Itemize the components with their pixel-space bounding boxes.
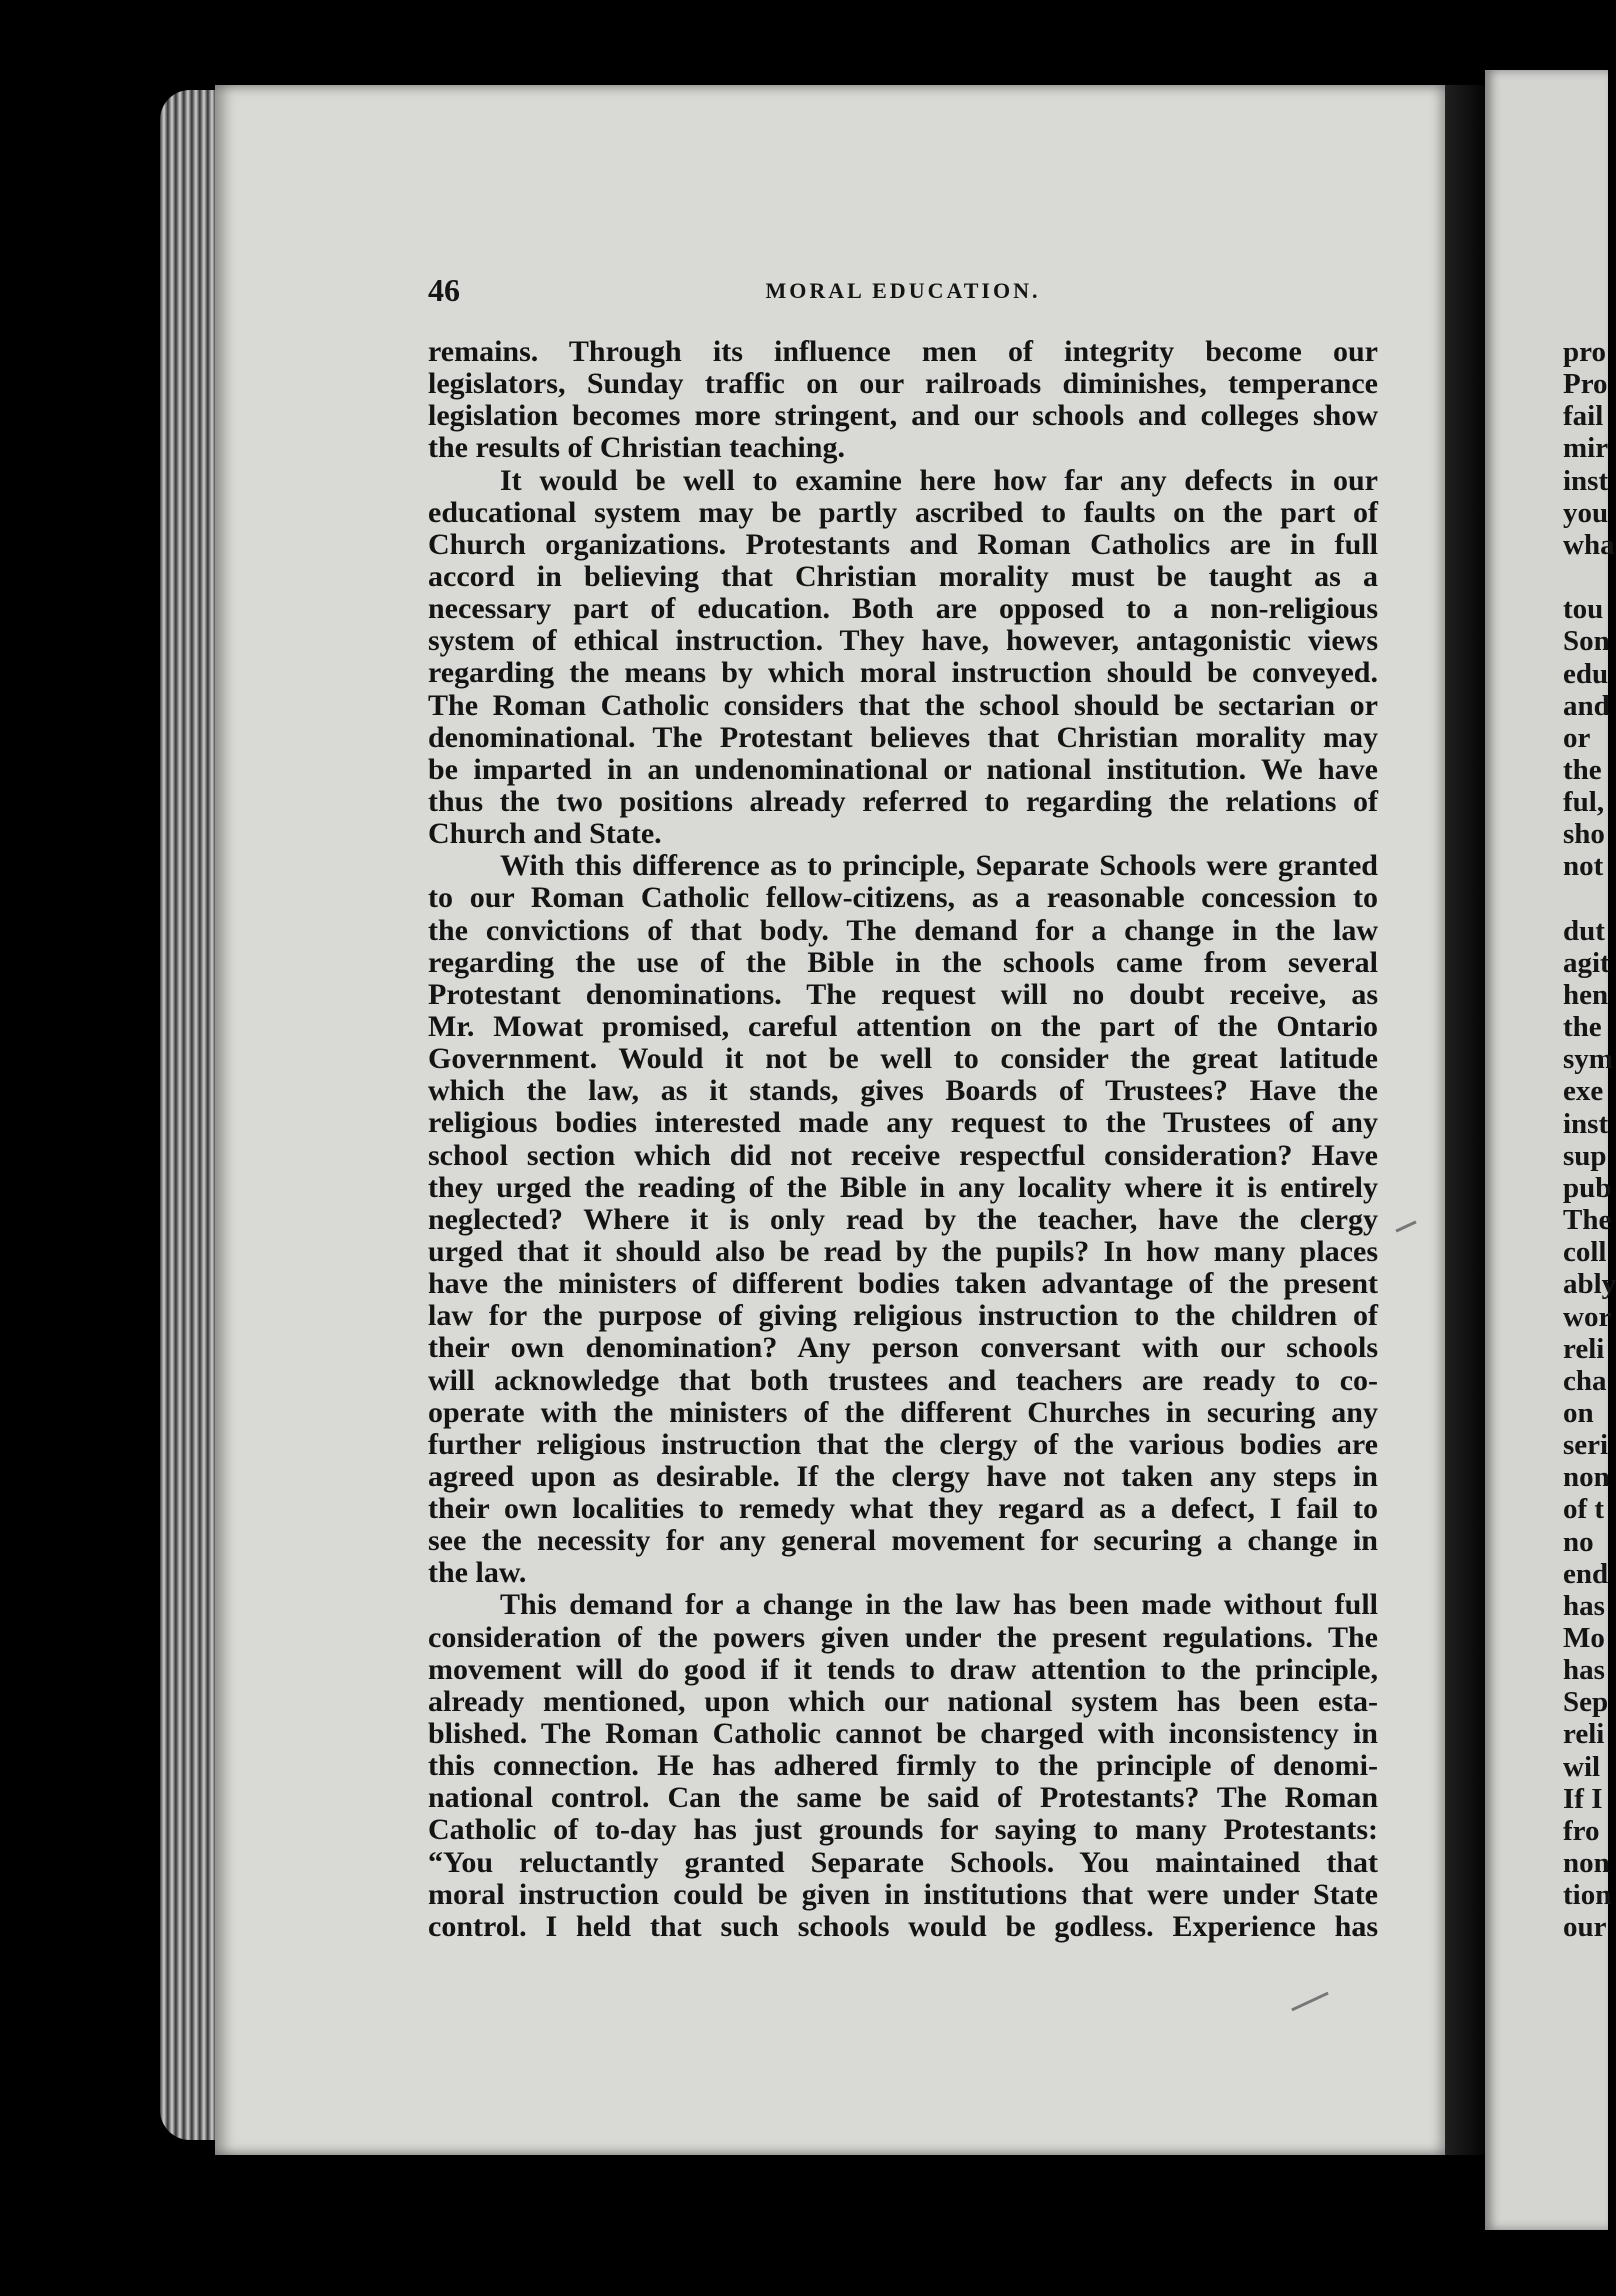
facing-page-text-fragment: end — [1563, 1557, 1609, 1590]
text-line: they urged the reading of the Bible in any locality where it is entirely — [428, 1170, 1378, 1204]
body-text — [428, 336, 1378, 1943]
text-line: Church and State. — [428, 817, 662, 851]
facing-page-text-fragment: inst — [1563, 1107, 1609, 1140]
text-line: urged that it should also be read by the pupils? In how many places — [428, 1234, 1378, 1268]
facing-page-text-fragment: sup — [1563, 1139, 1607, 1172]
facing-page-text-fragment: sho — [1563, 818, 1605, 851]
facing-page-text-fragment: tion — [1563, 1879, 1612, 1912]
text-line: the convictions of that body. The demand for a change in the law — [428, 913, 1378, 947]
facing-page-text-fragment: our — [1563, 1911, 1607, 1944]
facing-page-text-fragment: edu — [1563, 657, 1609, 690]
text-line: already mentioned, upon which our national system has been esta- — [428, 1684, 1378, 1718]
facing-page-text-fragment: dut — [1563, 914, 1605, 947]
text-line: Church organizations. Protestants and Roman Catholics are in full — [428, 527, 1378, 561]
facing-page-text-fragment: fro — [1563, 1814, 1600, 1847]
text-line: Mr. Mowat promised, careful attention on the part of the Ontario — [428, 1009, 1378, 1043]
text-line: system of ethical instruction. They have, however, antagonistic views — [428, 624, 1378, 658]
facing-page-fragment — [1485, 70, 1616, 2230]
text-line: Protestant denominations. The request will no doubt receive, as — [428, 977, 1378, 1011]
facing-page-text-fragment: inst — [1563, 464, 1609, 497]
text-line: school section which did not receive respectful consideration? Have — [428, 1138, 1378, 1172]
facing-page-text-fragment: reli — [1563, 1718, 1605, 1751]
facing-page-text-fragment: has — [1563, 1654, 1605, 1687]
text-line: consideration of the powers given under the present regulations. The — [428, 1620, 1378, 1654]
facing-page-text-fragment: pro — [1563, 336, 1606, 368]
facing-page-text-fragment: exe — [1563, 1075, 1604, 1108]
text-line: Government. Would it not be well to consider the great latitude — [428, 1042, 1378, 1076]
text-line: necessary part of education. Both are opposed to a non-religious — [428, 592, 1378, 626]
text-line: neglected? Where it is only read by the teacher, have the clergy — [428, 1202, 1378, 1236]
text-line: be imparted in an undenominational or national institution. We have — [428, 752, 1378, 786]
text-line: this connection. He has adhered firmly to the principle of denomi- — [428, 1749, 1378, 1783]
text-line: legislation becomes more stringent, and our schools and colleges show — [428, 399, 1378, 433]
facing-page-text-fragment: no — [1563, 1525, 1594, 1558]
facing-page-text-fragment: wil — [1563, 1750, 1601, 1783]
text-line: “You reluctantly granted Separate Schools. You maintained that — [428, 1845, 1378, 1879]
facing-page-text-fragment: not — [1563, 850, 1604, 883]
facing-page-text-fragment: hen — [1563, 979, 1609, 1011]
text-line: national control. Can the same be said of Protestants? The Roman — [428, 1781, 1378, 1815]
text-line: regarding the use of the Bible in the schools came from several — [428, 945, 1378, 979]
facing-page-text-fragment: The — [1563, 1204, 1612, 1237]
text-line: legislators, Sunday traffic on our railroads diminishes, temperance — [428, 367, 1378, 401]
text-line: accord in believing that Christian morality must be taught as a — [428, 559, 1378, 593]
text-line: to our Roman Catholic fellow-citizens, as a reasonable concession to — [428, 881, 1378, 915]
text-line: operate with the ministers of the different Churches in securing any — [428, 1395, 1378, 1429]
text-line: movement will do good if it tends to draw attention to the principle, — [428, 1652, 1378, 1686]
facing-page-text-fragment: the — [1563, 753, 1602, 786]
text-line: Catholic of to-day has just grounds for saying to many Protestants: — [428, 1813, 1378, 1847]
facing-page-text-fragment: mir — [1563, 432, 1609, 465]
text-line: It would be well to examine here how far any defects in our — [500, 463, 1378, 497]
facing-page-text-fragment: fail — [1563, 400, 1604, 433]
facing-page-text-fragment: the — [1563, 1011, 1602, 1044]
book-gutter — [1445, 85, 1485, 2155]
facing-page-text-fragment: sym — [1563, 1043, 1613, 1076]
text-line: the law. — [428, 1556, 527, 1590]
text-line: The Roman Catholic considers that the school should be sectarian or — [428, 688, 1378, 722]
facing-page-text-fragment: If I — [1563, 1782, 1603, 1815]
text-line: further religious instruction that the clergy of the various bodies are — [428, 1427, 1378, 1461]
text-line: law for the purpose of giving religious instruction to the children of — [428, 1299, 1378, 1333]
text-line: their own denomination? Any person conversant with our schools — [428, 1331, 1378, 1365]
running-head: MORAL EDUCATION. — [765, 278, 1041, 303]
facing-page-text-fragment: ably — [1563, 1268, 1616, 1301]
facing-page-text-fragment: or — [1563, 721, 1591, 754]
text-line: denominational. The Protestant believes that Christian morality may — [428, 720, 1378, 754]
text-line: blished. The Roman Catholic cannot be charged with inconsistency in — [428, 1717, 1378, 1751]
text-line: will acknowledge that both trustees and teachers are ready to co- — [428, 1363, 1378, 1397]
text-line: remains. Through its influence men of integrity become our — [428, 335, 1378, 368]
facing-page-text-fragment: seri — [1563, 1429, 1609, 1462]
facing-page-text-fragment: reli — [1563, 1332, 1605, 1365]
text-line: control. I held that such schools would be godless. Experience has — [428, 1909, 1378, 1943]
text-line: agreed upon as desirable. If the clergy have not taken any steps in — [428, 1459, 1378, 1493]
facing-page-text-fragment: on — [1563, 1396, 1594, 1429]
text-line: With this difference as to principle, Separate Schools were granted — [500, 849, 1378, 883]
facing-page-text-fragment: Pro — [1563, 368, 1608, 401]
facing-page-text-fragment: you — [1563, 496, 1609, 529]
text-line: thus the two positions already referred to regarding the relations of — [428, 784, 1378, 818]
text-line: the results of Christian teaching. — [428, 431, 845, 465]
page-number: 46 — [428, 272, 460, 308]
facing-page-text-fragment: wor — [1563, 1300, 1612, 1333]
facing-page-text-fragment: non — [1563, 1461, 1610, 1494]
facing-page-text-fragment: of t — [1563, 1493, 1605, 1526]
facing-page-text-fragment: Son — [1563, 625, 1610, 658]
facing-page-text-fragment: cha — [1563, 1364, 1607, 1397]
page-header — [428, 272, 1378, 312]
text-line: which the law, as it stands, gives Boards of Trustees? Have the — [428, 1074, 1378, 1108]
facing-page-text-fragment: non — [1563, 1847, 1610, 1880]
facing-page-text-fragment: has — [1563, 1589, 1605, 1622]
facing-page-text-fragment: agit — [1563, 946, 1610, 979]
text-line: have the ministers of different bodies taken advantage of the present — [428, 1267, 1378, 1301]
facing-page-text-fragment: Sep — [1563, 1686, 1609, 1719]
facing-page-text-fragment: Mo — [1563, 1622, 1605, 1654]
text-line: moral instruction could be given in institutions that were under State — [428, 1877, 1378, 1911]
facing-page-text-fragment: coll — [1563, 1236, 1607, 1269]
text-line: educational system may be partly ascribed to faults on the part of — [428, 495, 1378, 529]
text-line: see the necessity for any general movement for securing a change in — [428, 1524, 1378, 1558]
facing-page-text-fragment: pub — [1563, 1171, 1612, 1204]
text-line: their own localities to remedy what they regard as a defect, I fail to — [428, 1492, 1378, 1526]
text-line: This demand for a change in the law has been made without full — [500, 1588, 1378, 1622]
text-line: regarding the means by which moral instruction should be conveyed. — [428, 656, 1378, 690]
facing-page-text-fragment: tou — [1563, 593, 1604, 626]
facing-page-text-fragment: wha — [1563, 528, 1615, 561]
facing-page-text-fragment: and — [1563, 689, 1610, 722]
facing-page-text-fragment: ful, — [1563, 786, 1605, 819]
text-line: religious bodies interested made any request to the Trustees of any — [428, 1106, 1378, 1140]
